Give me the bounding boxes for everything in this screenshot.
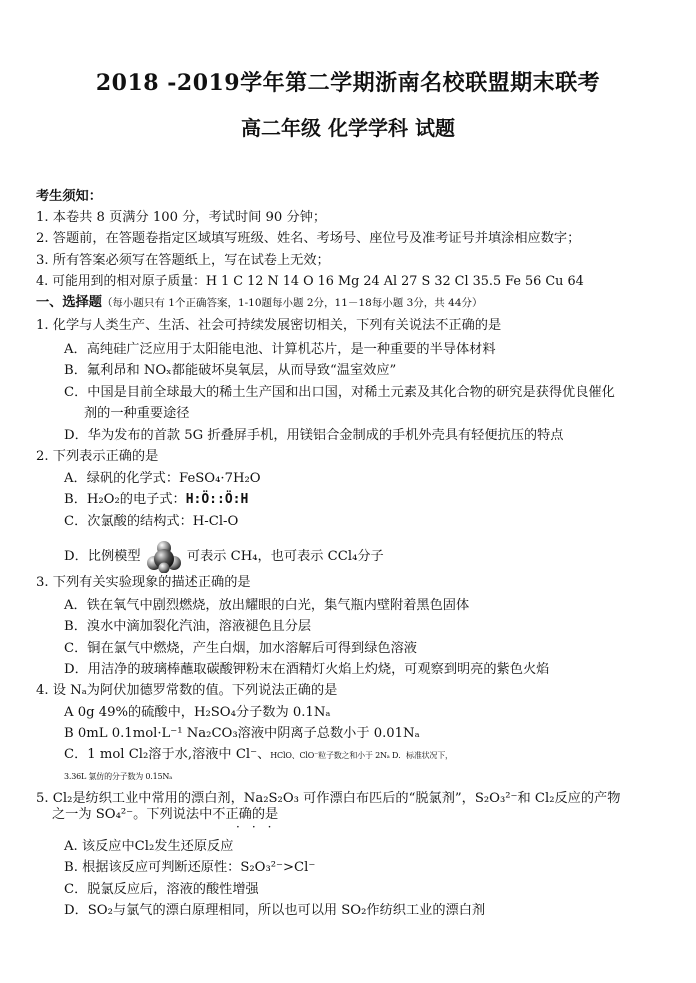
exam-title: 2018 -2019学年第二学期浙南名校联盟期末联考 [95,70,601,96]
q3-option-b: B．溴水中滴加裂化汽油，溶液褪色且分层 [64,619,312,634]
q3-option-a: A．铁在氧气中剧烈燃烧，放出耀眼的白光，集气瓶内壁附着黑色固体 [64,598,470,613]
notice-heading: 考生须知： [36,189,102,204]
q4-option-c-main: C．1 mol Cl₂溶于水,溶液中 Cl⁻、 [64,747,271,762]
q5-option-d: D．SO₂与氯气的漂白原理相同，所以也可以用 SO₂作纺织工业的漂白剂 [64,903,486,918]
space-filling-model-icon [147,541,181,573]
electron-formula: H:Ö::Ö:H [185,492,249,507]
section-note: （每小题只有 1个正确答案，1-10题每小题 2分，11－18每小题 3分，共 44分） [101,297,483,309]
q3-option-c: C．铜在氯气中燃烧，产生白烟，加水溶解后可得到绿色溶液 [64,641,417,656]
emphasis-dots: ··· [236,820,284,834]
q2-option-d [64,540,384,574]
q1-stem: 1. 化学与人类生产、生活、社会可持续发展密切相关，下列有关说法不正确的是 [36,318,502,333]
q1-option-c-line2: 剂的一种重要途径 [84,406,190,421]
q5-option-a: A. 该反应中Cl₂发生还原反应 [64,839,234,854]
q4-note: 3.36L 氯仿的分子数为 0.15Nₐ [64,772,173,781]
q5-option-c: C．脱氯反应后，溶液的酸性增强 [64,882,259,897]
section-label: 一、选择题 [36,295,102,310]
q4-option-c [64,746,453,765]
q4-option-b: B 0mL 0.1mol·L⁻¹ Na₂CO₃溶液中阴离子总数小于 0.01Nₐ [64,726,420,741]
q1-option-a: A．高纯硅广泛应用于太阳能电池、计算机芯片，是一种重要的半导体材料 [64,342,496,357]
notice-item-4: 4. 可能用到的相对原子质量：H 1 C 12 N 14 O 16 Mg 24 Al 27 S 32 Cl 35.5 Fe 56 Cu 64 [36,274,584,289]
q4-stem: 4. 设 Nₐ为阿伏加德罗常数的值。下列说法正确的是 [36,683,338,698]
q2-option-b [64,491,248,509]
q3-stem: 3. 下列有关实验现象的描述正确的是 [36,575,251,590]
exam-subtitle: 高二年级 化学学科 试题 [241,116,455,140]
notice-item-1: 1. 本卷共 8 页满分 100 分，考试时间 90 分钟； [36,210,327,225]
q1-option-c-line1: C．中国是目前全球最大的稀土生产国和出口国，对稀土元素及其化合物的研究是获得优良催化 [64,385,615,400]
section-header [36,294,483,312]
q2-stem: 2. 下列表示正确的是 [36,449,159,464]
q1-option-b: B．氟利昂和 NOₓ都能破坏臭氧层，从而导致“温室效应” [64,363,397,378]
notice-item-2: 2. 答题前，在答题卷指定区域填写班级、姓名、考场号、座位号及准考证号并填涂相应数字； [36,231,581,246]
q3-option-d: D．用洁净的玻璃棒蘸取碳酸钾粉末在酒精灯火焰上灼烧，可观察到明亮的紫色火焰 [64,662,550,677]
q2-option-a: A．绿矾的化学式：FeSO₄·7H₂O [64,471,261,486]
q5-stem-line2: 之一为 SO₄²⁻。下列说法中不正确的是 [52,807,279,822]
q1-option-d: D．华为发布的首款 5G 折叠屏手机，用镁铝合金制成的手机外壳具有轻便抗压的特点 [64,428,564,443]
q4-option-c-tiny: HClO、ClO⁻粒子数之和小于 2Nₐ D．标准状况下， [270,751,453,760]
q2-option-c: C．次氯酸的结构式：H-Cl-O [64,514,239,529]
q5-option-b: B. 根据该反应可判断还原性：S₂O₃²⁻>Cl⁻ [64,860,316,875]
q2-option-d-prefix: D．比例模型 [64,549,141,564]
q4-option-a: A 0g 49%的硫酸中，H₂SO₄分子数为 0.1Nₐ [64,705,331,720]
q2-option-d-suffix: 可表示 CH₄，也可表示 CCl₄分子 [186,549,384,564]
notice-item-3: 3. 所有答案必须写在答题纸上，写在试卷上无效； [36,253,330,268]
q2-option-b-prefix: B．H₂O₂的电子式： [64,492,186,507]
q5-stem-line1: 5. Cl₂是纺织工业中常用的漂白剂，Na₂S₂O₃ 可作漂白布匹后的“脱氯剂”，S₂O₃²⁻和 Cl₂反应的产物 [36,791,621,806]
